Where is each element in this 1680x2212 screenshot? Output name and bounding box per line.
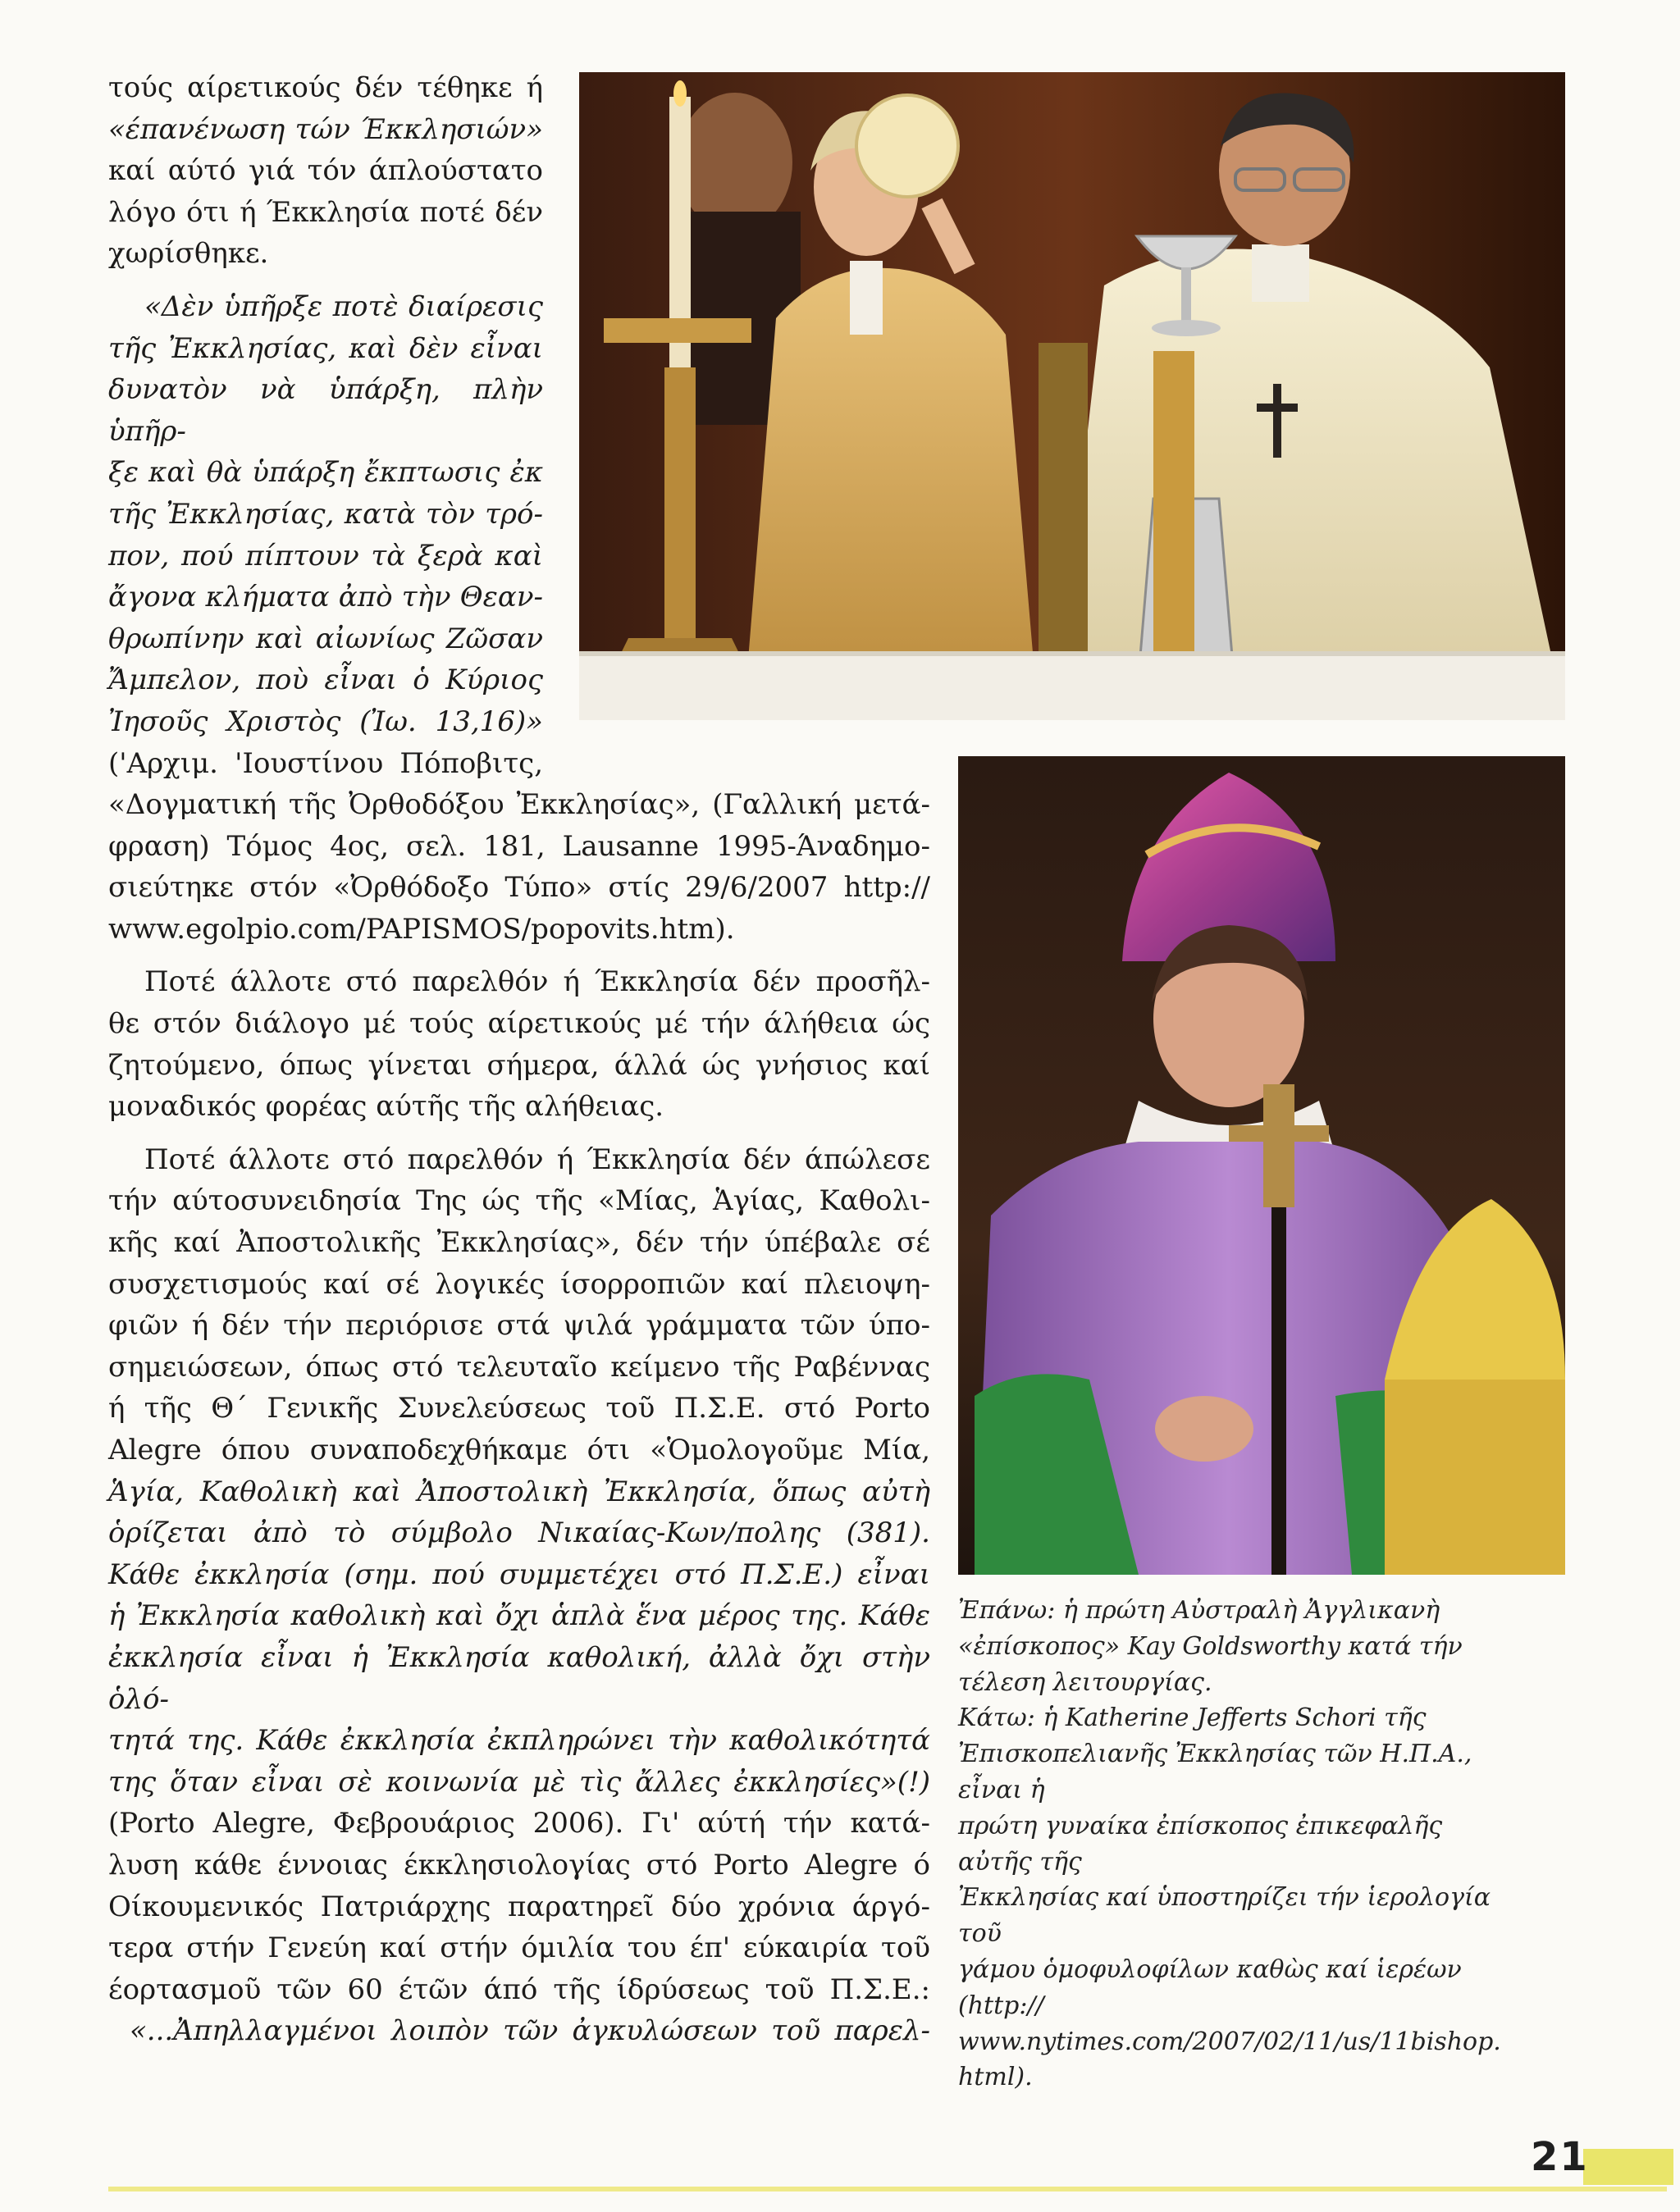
caption-line: Ἐπάνω: ἡ πρώτη Αὐστραλὴ Ἀγγλικανὴ xyxy=(958,1596,1440,1625)
text-line: έορτασμοῦ τῶν 60 έτῶν άπό τῆς ίδρύσεως τοῦ Π.Σ.Ε.: xyxy=(108,1973,930,2006)
text-line: χωρίσθηκε. xyxy=(108,237,269,271)
text-line: Ἁγία, Καθολικὴ καὶ Ἀποστολικὴ Ἐκκλησία, ὅπως αὐτὴ xyxy=(108,1475,930,1508)
text-line: Κάθε ἐκκλησία (σημ. πού συμμετέχει στό Π.Σ.Ε.) εἶναι xyxy=(108,1558,930,1591)
quote-line: τῆς Ἐκκλησίας, καὶ δὲν εἶναι xyxy=(108,331,543,365)
caption-line: τέλεση λειτουργίας. xyxy=(958,1667,1212,1697)
photo-bishop-procession xyxy=(958,756,1565,1575)
caption-line: Ἐπισκοπελιανῆς Ἐκκλησίας τῶν Η.Π.Α., εἶναι ἡ xyxy=(958,1740,1472,1804)
photo-bishop-illustration xyxy=(958,756,1565,1575)
quote-line: Ἰησοῦς Χριστὸς (Ἰω. 13,16)» xyxy=(108,705,543,738)
citation-block xyxy=(108,784,930,950)
photo-eucharist-ceremony xyxy=(579,72,1565,720)
photo-caption xyxy=(958,1593,1516,2096)
text-line: (Porto Alegre, Φεβρουάριος 2006). Γι' αύτή τήν κατά- xyxy=(108,1807,930,1840)
caption-line: πρώτη γυναίκα ἐπίσκοπος ἐπικεφαλῆς αὐτῆς τῆς xyxy=(958,1811,1443,1877)
text-line: «...Ἀπηλλαγμένοι λοιπὸν τῶν ἀγκυλώσεων τοῦ παρελ- xyxy=(130,2014,930,2048)
caption-line: Κάτω: ἡ Katherine Jefferts Schori τῆς xyxy=(958,1703,1427,1733)
quote-line: ἄγονα κλήματα ἀπὸ τὴν Θεαν- xyxy=(108,581,543,614)
quote-line: δυνατὸν νὰ ὑπάρξη, πλὴν ὑπῆρ- xyxy=(108,373,543,448)
text-line: τητά της. Κάθε ἐκκλησία ἐκπληρώνει τὴν καθολικότητά xyxy=(108,1724,930,1758)
quote-line: τῆς Ἐκκλησίας, κατὰ τὸν τρό- xyxy=(108,497,543,531)
quote-line: «Δὲν ὑπῆρξε ποτὲ διαίρεσις xyxy=(144,290,543,323)
caption-line: Ἐκκλησίας καί ὑποστηρίζει τήν ἱερολογία τοῦ xyxy=(958,1883,1491,1949)
text-line: σημειώσεων, όπως στό τελευταῖο κείμενο τῆς Ραβέννας xyxy=(108,1350,930,1384)
caption-line: www.nytimes.com/2007/02/11/us/11bishop. xyxy=(958,2027,1501,2056)
caption-line: html). xyxy=(958,2063,1033,2092)
text-line: Οίκουμενικός Πατριάρχης παρατηρεῖ δύο χρόνια άργό- xyxy=(108,1890,930,1923)
text-line: ὁρίζεται ἀπὸ τὸ σύμβολο Νικαίας-Κων/πολης (381). xyxy=(108,1516,930,1550)
text-line: ἐκκλησία εἶναι ἡ Ἐκκλησία καθολική, ἀλλὰ ὄχι στὴν ὁλό- xyxy=(108,1640,930,1716)
text-line: κῆς καί Ἀποστολικῆς Ἐκκλησίας», δέν τήν ύπέβαλε σέ xyxy=(108,1226,930,1260)
text-line: ή τῆς Θ΄ Γενικῆς Συνελεύσεως τοῦ Π.Σ.Ε. στό Porto xyxy=(108,1392,930,1425)
citation-line: σιεύτηκε στόν «Ὀρθόδοξο Τύπο» στίς 29/6/2007 http:// xyxy=(108,871,930,905)
paragraph-2 xyxy=(108,1139,930,2052)
text-line: ἡ Ἐκκλησία καθολικὴ καὶ ὄχι ἁπλὰ ἕνα μέρος της. Κάθε xyxy=(108,1599,930,1633)
caption-line: «ἐπίσκοπος» Kay Goldsworthy κατά τήν xyxy=(958,1631,1463,1661)
text-line: λυση κάθε έννοιας έκκλησιολογίας στό Porto Alegre ό xyxy=(108,1848,930,1881)
quote-line: Ἄμπελον, ποὺ εἶναι ὁ Κύριος xyxy=(108,664,543,697)
citation-line: φραση) Τόμος 4ος, σελ. 181, Lausanne 1995-Άναδημο- xyxy=(108,829,930,863)
text-line: τήν αύτοσυνειδησία Της ώς τῆς «Μίας, Ἁγίας, Καθολι- xyxy=(108,1184,930,1218)
photo-eucharist-illustration xyxy=(579,72,1565,720)
text-line: Alegre όπου συναποδεχθήκαμε ότι «Ὁμολογοῦμε Μία, xyxy=(108,1434,930,1466)
citation-line: www.egolpio.com/PAPISMOS/popovits.htm). xyxy=(108,912,735,946)
text-line: Ποτέ άλλοτε στό παρελθόν ή Έκκλησία δέν προσῆλ- xyxy=(144,965,930,999)
text-line: Ποτέ άλλοτε στό παρελθόν ή Έκκλησία δέν άπώλεσε xyxy=(144,1142,930,1176)
intro-block xyxy=(108,67,543,784)
text-line: καί αύτό γιά τόν άπλούστατο xyxy=(108,154,543,188)
quote-line: θρωπίνην καὶ αἰωνίως Ζῶσαν xyxy=(108,622,543,655)
footer-rule xyxy=(108,2187,1667,2191)
text-line: «έπανένωση τών Έκκλησιών» xyxy=(108,112,543,146)
text-line: φιῶν ή δέν τήν περιόρισε στά ψιλά γράμματα τῶν ύπο- xyxy=(108,1309,930,1343)
text-line: θε στόν διάλογο μέ τούς αίρετικούς μέ τήν άλήθεια ώς xyxy=(108,1007,930,1041)
paragraph-1 xyxy=(108,961,930,1127)
citation-line: ('Αρχιμ. 'Ιουστίνου Πόποβιτς, xyxy=(108,746,543,780)
page-number: 21 xyxy=(1531,2134,1589,2180)
text-line: της ὅταν εἶναι σὲ κοινωνία μὲ τὶς ἄλλες ἐκκλησίες»(!) xyxy=(108,1765,930,1799)
quote-block xyxy=(108,286,543,743)
text-line: μοναδικός φορέας αύτῆς τῆς αλήθειας. xyxy=(108,1090,664,1124)
quote-line: ξε καὶ θὰ ὑπάρξη ἔκπτωσις ἐκ xyxy=(108,456,543,490)
citation-line: «Δογματική τῆς Ὀρθοδόξου Ἐκκλησίας», (Γαλλική μετά- xyxy=(108,788,930,822)
text-line: ζητούμενο, όπως γίνεται σήμερα, άλλά ώς γνήσιος καί xyxy=(108,1048,930,1082)
caption-line: γάμου ὁμοφυλοφίλων καθὼς καί ἱερέων (http:// xyxy=(958,1954,1462,2020)
text-line: τούς αίρετικούς δέν τέθηκε ή xyxy=(108,71,543,104)
text-line: συσχετισμούς καί σέ λογικές ίσορροπιῶν καί πλειοψη- xyxy=(108,1267,930,1301)
quote-line: πον, πού πίπτουν τὰ ξερὰ καὶ xyxy=(108,539,543,572)
text-line: τερα στήν Γενεύη καί στήν όμιλία του έπ' εύκαιρία τοῦ xyxy=(108,1932,930,1965)
page-number-tab xyxy=(1583,2149,1673,2185)
text-line: λόγο ότι ή Έκκλησία ποτέ δέν xyxy=(108,195,543,229)
